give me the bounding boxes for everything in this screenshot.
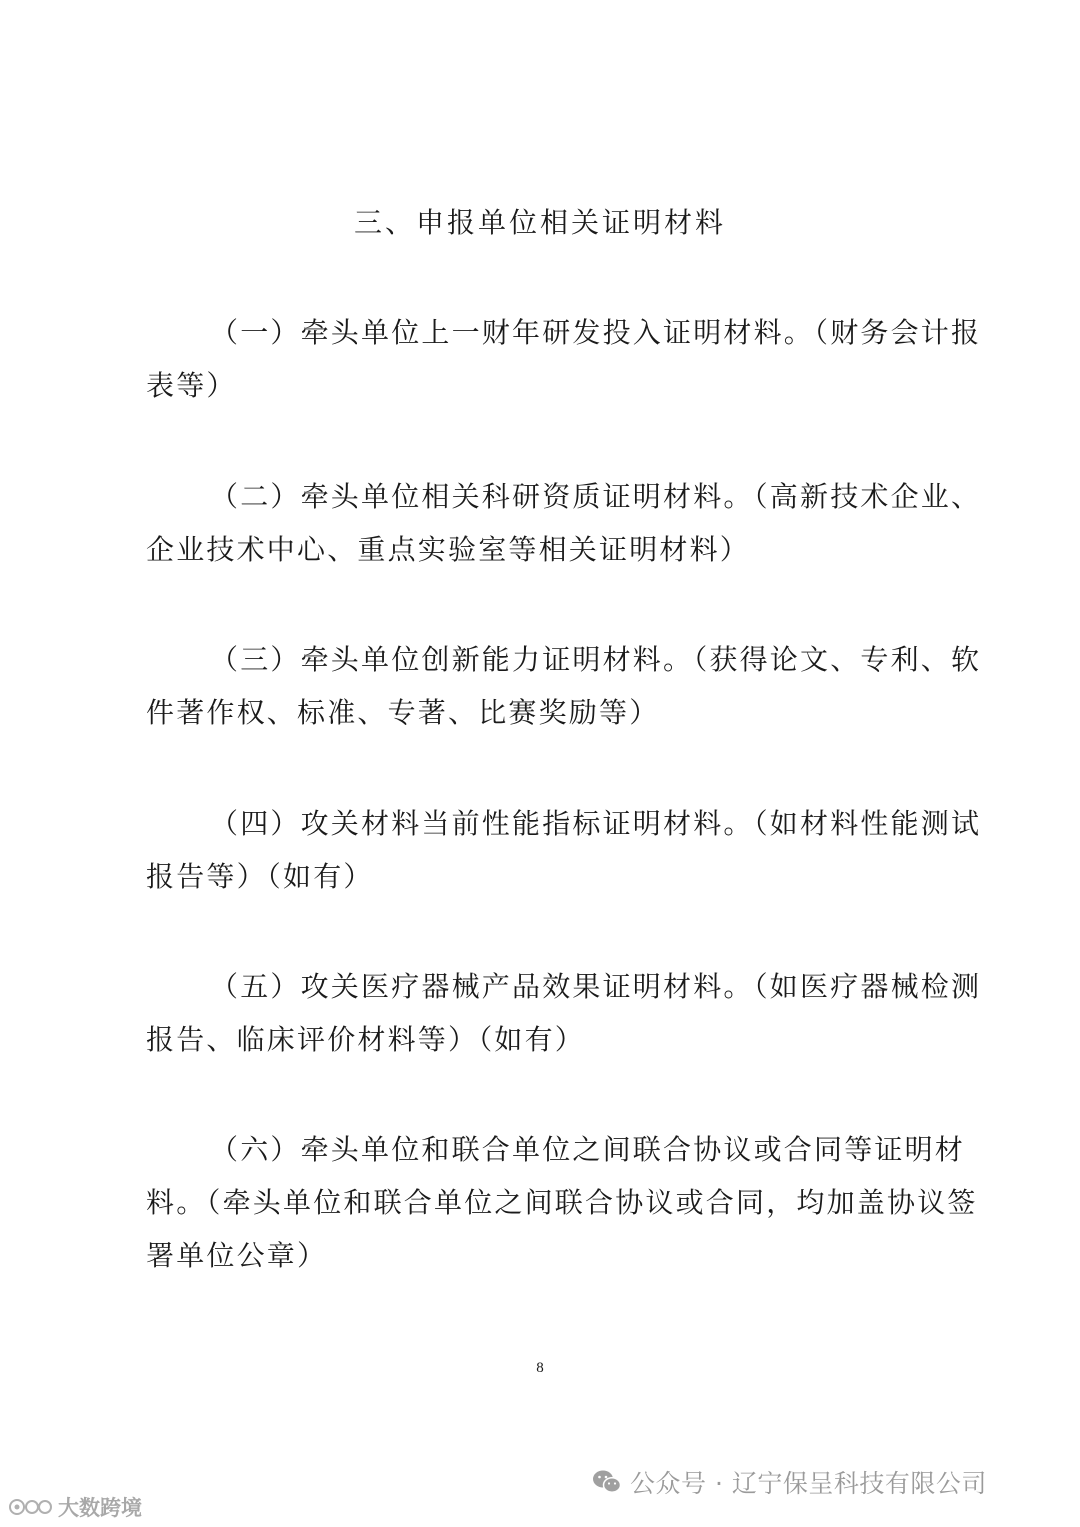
- page-number: 8: [536, 1360, 544, 1376]
- brand-watermark-text: 大数跨境: [58, 1496, 142, 1520]
- item-3-line-1: （三）牵头单位创新能力证明材料。（获得论文、专利、软: [210, 643, 982, 676]
- item-1-line-2: 表等）: [146, 369, 237, 402]
- item-6-line-3: 署单位公章）: [146, 1239, 328, 1272]
- item-2-line-2: 企业技术中心、重点实验室等相关证明材料）: [146, 533, 751, 566]
- item-2-line-1: （二）牵头单位相关科研资质证明材料。（高新技术企业、: [210, 480, 982, 513]
- list-item-3: [146, 633, 982, 739]
- item-5-line-1: （五）攻关医疗器械产品效果证明材料。（如医疗器械检测: [210, 970, 982, 1003]
- item-4-line-2: 报告等）（如有）: [146, 860, 374, 893]
- list-item-1: [146, 306, 982, 412]
- item-5-line-2: 报告、临床评价材料等）（如有）: [146, 1023, 586, 1056]
- list-item-6: [146, 1123, 978, 1282]
- item-3-line-2: 件著作权、标准、专著、比赛奖励等）: [146, 696, 660, 729]
- item-1-line-1: （一）牵头单位上一财年研发投入证明材料。（财务会计报: [210, 316, 982, 349]
- brand-logo-icon: [8, 1495, 54, 1519]
- section-title: 三、申报单位相关证明材料: [353, 206, 726, 239]
- item-4-line-1: （四）攻关材料当前性能指标证明材料。（如材料性能测试: [210, 807, 982, 840]
- list-item-4: [146, 797, 982, 903]
- wechat-watermark-text: 公众号 · 辽宁保呈科技有限公司: [630, 1469, 987, 1498]
- wechat-watermark: [592, 1462, 987, 1502]
- item-6-line-1: （六）牵头单位和联合单位之间联合协议或合同等证明材: [210, 1133, 966, 1166]
- item-6-line-2: 料。（牵头单位和联合单位之间联合协议或合同，均加盖协议签: [146, 1186, 978, 1219]
- list-item-5: [146, 960, 982, 1066]
- wechat-icon: [592, 1469, 622, 1495]
- list-item-2: [146, 470, 982, 576]
- brand-watermark: [8, 1491, 142, 1523]
